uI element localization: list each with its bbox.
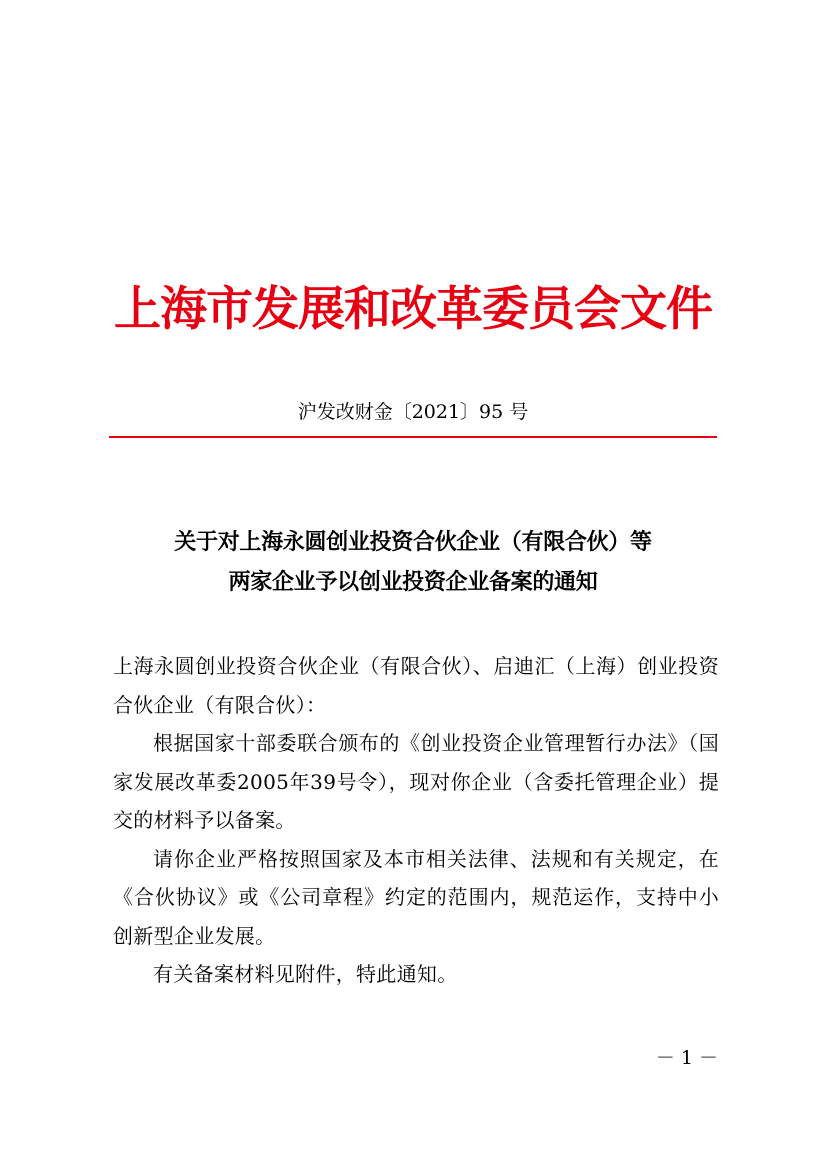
notice-title [0,522,826,602]
body-paragraph-3: 有关备案材料见附件，特此通知。 [153,962,458,986]
notice-body [113,647,719,994]
addressee: 上海永圆创业投资合伙企业（有限合伙）、启迪汇（上海）创业投资合伙企业（有限合伙）： [113,654,719,717]
red-divider-line [109,436,717,438]
document-number: 沪发改财金〔2021〕95 号 [297,401,529,423]
title-line-1: 关于对上海永圆创业投资合伙企业（有限合伙）等 [174,529,652,555]
title-line-2: 两家企业予以创业投资企业备案的通知 [228,569,598,595]
body-paragraph-2: 请你企业严格按照国家及本市相关法律、法规和有关规定，在《合伙协议》或《公司章程》约定的范围内，规范运作，支持中小创新型企业发展。 [113,846,719,948]
page-number: － 1 － [655,1047,718,1069]
issuer-masthead: 上海市发展和改革委员会文件 [114,282,712,337]
body-paragraph-1: 根据国家十部委联合颁布的《创业投资企业管理暂行办法》（国家发展改革委2005年39号令），现对你企业（含委托管理企业）提交的材料予以备案。 [113,731,719,832]
